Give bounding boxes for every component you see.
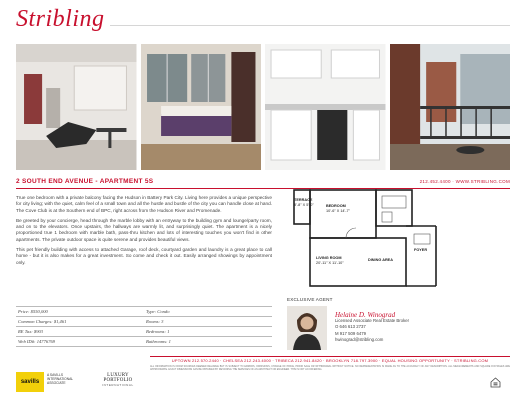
footer-offices: UPTOWN 212.570.2440 · CHELSEA 212.243.4000 · TRIBECA 212.941.8420 · BROOKLYN 718.797.3900 · EQUAL HOUSING OPPORTUNITY · STRIBLING.COM: [171, 358, 489, 363]
footer-disclaimer: ALL INFORMATION IS FROM SOURCES DEEMED RELIABLE BUT IS SUBJECT TO ERRORS, OMISSIONS, CHANGE OF PRICE, PRIOR SALE OR WITHDRAWAL WITHOUT NOTICE. NO REPRESENTATION IS MADE AS TO THE ACCURACY OF ANY DESCRIPTION. ALL MEASUREMENTS AND SQUARE FOOTAGES ARE APPROXIMATE. EXACT DIMENSIONS CAN BE OBTAINED BY RETAINING THE SERVICES OF AN ARCHITECT OR ENGINEER. THIS IS NOT AN OFFERING.: [150, 365, 510, 372]
facts-row: [16, 306, 272, 316]
bedroom-photo: [141, 44, 262, 170]
listing-description: [16, 195, 272, 270]
description-paragraph: True one bedroom with a private balcony facing the Hudson in Battery Park City. Living here provides a unique perspective for city living; with the quiet, calm feel of a small town and all the hustle and bustle of the city you can handle close at hand. The Cove Club is at the Southern end of BPC, right across from the Hudson River and Promenade.: [16, 195, 272, 213]
luxury-portfolio-name: LUXURY PORTFOLIO: [103, 373, 133, 383]
luxury-portfolio-sub: INTERNATIONAL: [102, 383, 134, 387]
facts-table: [16, 306, 272, 347]
fact-price: Price: $550,000: [18, 309, 48, 314]
savills-logo: savills: [16, 372, 44, 392]
agent-heading: EXCLUSIVE AGENT: [287, 297, 333, 302]
bedroom-dimensions: 10'-6" X 14'-7": [326, 208, 350, 213]
living-room-dimensions: 20'-11" X 11'-10": [316, 260, 344, 265]
listing-phone: 212.452.4400 · WWW.STRIBLING.COM: [419, 179, 510, 184]
equal-housing-icon: [490, 375, 501, 386]
terrace-name: TERRACE: [294, 198, 313, 202]
dining-area-label: DINING AREA: [368, 258, 393, 262]
living-room-name: LIVING ROOM: [316, 256, 342, 260]
agent-mobile-phone: M 917 509 6479: [335, 330, 367, 336]
terrace-dimensions: 8'-8" X 5'-0": [294, 202, 314, 207]
living-room-label: [316, 256, 344, 265]
luxury-portfolio-logo: [92, 373, 144, 387]
footer-rule: [150, 356, 510, 357]
agent-role: Licensed Associate Real Estate Broker: [335, 318, 410, 324]
facts-row: [16, 326, 272, 336]
balcony-photo: [390, 44, 511, 170]
fact-common-charges: Common Charges: $1,461: [18, 319, 67, 324]
agent-email[interactable]: hwinograd@stribling.com: [335, 336, 384, 342]
lobby-photo: [16, 44, 137, 170]
bedroom-label: [326, 204, 350, 213]
savills-tagline: A SAVILLS INTERNATIONAL ASSOCIATE: [47, 373, 74, 386]
facts-row: [16, 316, 272, 326]
agent-photo: [287, 306, 327, 350]
header-rule: [110, 25, 510, 26]
description-paragraph: Be greeted by your concierge, head through the marble lobby with an entryway to the building gym and lounge/party room, and on to the elevators. Once upstairs, the hallways are warmly lit, and surprisingly quiet. The apartment is a nicely proportioned true 1 bedroom with marble bath, pass-thru kitchen and lots of interesting touches you won't find in other apartments. The private outdoor space is quite serene and provides beautiful views.: [16, 217, 272, 242]
facts-row: [16, 336, 272, 347]
fact-re-tax: RE Tax: $903: [18, 329, 44, 334]
fact-web-id: Web ID#: 14776769: [18, 339, 56, 344]
description-paragraph: This pet friendly building with access to attached Garage, roof deck, courtyard garden and laundry is a great place to call home - but it is also makes for a great investment. So come and check it out. Easily arranged showings by appointment only.: [16, 247, 272, 265]
fact-type: Type: Condo: [146, 309, 170, 314]
agent-name: Helaine D. Winograd: [335, 311, 396, 319]
fact-bedrooms: Bedrooms: 1: [146, 329, 170, 334]
terrace-label: [294, 198, 314, 207]
bedroom-name: BEDROOM: [326, 204, 346, 208]
listing-title: 2 SOUTH END AVENUE - APARTMENT 5S: [16, 178, 154, 185]
agent-office-phone: O 646 613 2737: [335, 324, 366, 330]
fact-bathrooms: Bathrooms: 1: [146, 339, 171, 344]
foyer-label: FOYER: [414, 248, 428, 252]
kitchen-photo: [265, 44, 386, 170]
photo-strip: [16, 44, 510, 170]
stribling-logo: Stribling: [16, 6, 105, 32]
agent-info: [335, 312, 409, 343]
floor-plan: [286, 186, 444, 294]
fact-rooms: Rooms: 3: [146, 319, 164, 324]
